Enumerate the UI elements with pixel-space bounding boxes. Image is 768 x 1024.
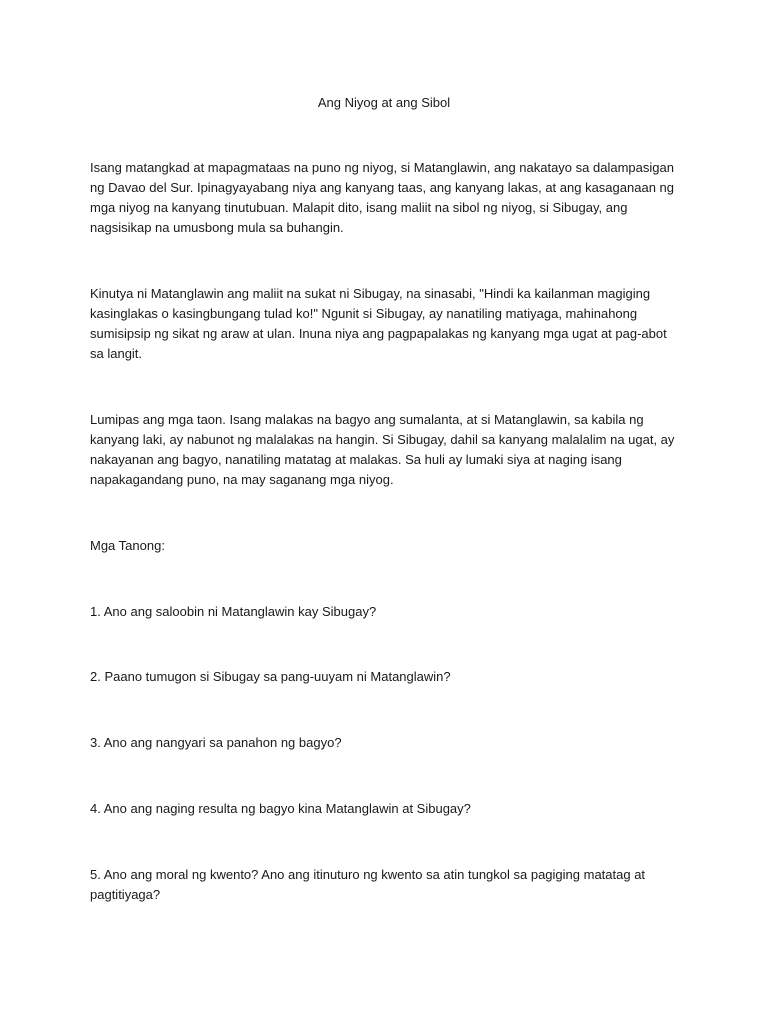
story-paragraph-3: Lumipas ang mga taon. Isang malakas na bagyo ang sumalanta, at si Matanglawin, sa kabila ng kanyang laki, ay nabunot ng malalakas na hangin. Si Sibugay, dahil sa kanyang malalalim na ugat, ay nakayanan ang bagyo, nanatiling matatag at malakas. Sa huli ay lumaki siya at naging isang napakagandang puno, na may saganang mga niyog. xyxy=(90,412,675,487)
questions-heading: Mga Tanong: xyxy=(90,538,165,553)
question-1: 1. Ano ang saloobin ni Matanglawin kay Sibugay? xyxy=(90,604,377,619)
document-title: Ang Niyog at ang Sibol xyxy=(317,95,451,110)
question-4: 4. Ano ang naging resulta ng bagyo kina Matanglawin at Sibugay? xyxy=(90,801,471,816)
question-5: 5. Ano ang moral ng kwento? Ano ang itinuturo ng kwento sa atin tungkol sa pagiging matatag at pagtitiyaga? xyxy=(90,867,646,902)
question-3: 3. Ano ang nangyari sa panahon ng bagyo? xyxy=(90,735,342,750)
story-paragraph-1: Isang matangkad at mapagmataas na puno ng niyog, si Matanglawin, ang nakatayo sa dalampasigan ng Davao del Sur. Ipinagyayabang niya ang kanyang taas, ang kanyang lakas, at ang kasaganaan ng mga niyog na kanyang tinutubuan. Malapit dito, isang maliit na sibol ng niyog, si Sibugay, ang nagsisikap na umusbong mula sa buhangin. xyxy=(90,160,674,235)
story-paragraph-2: Kinutya ni Matanglawin ang maliit na sukat ni Sibugay, na sinasabi, "Hindi ka kailanman magiging kasinglakas o kasingbungang tulad ko!" Ngunit si Sibugay, ay nanatiling matiyaga, mahinahong sumisipsip ng sikat ng araw at ulan. Inuna niya ang pagpapalakas ng kanyang mga ugat at pag-abot sa langit. xyxy=(90,286,667,361)
question-2: 2. Paano tumugon si Sibugay sa pang-uuyam ni Matanglawin? xyxy=(90,669,451,684)
